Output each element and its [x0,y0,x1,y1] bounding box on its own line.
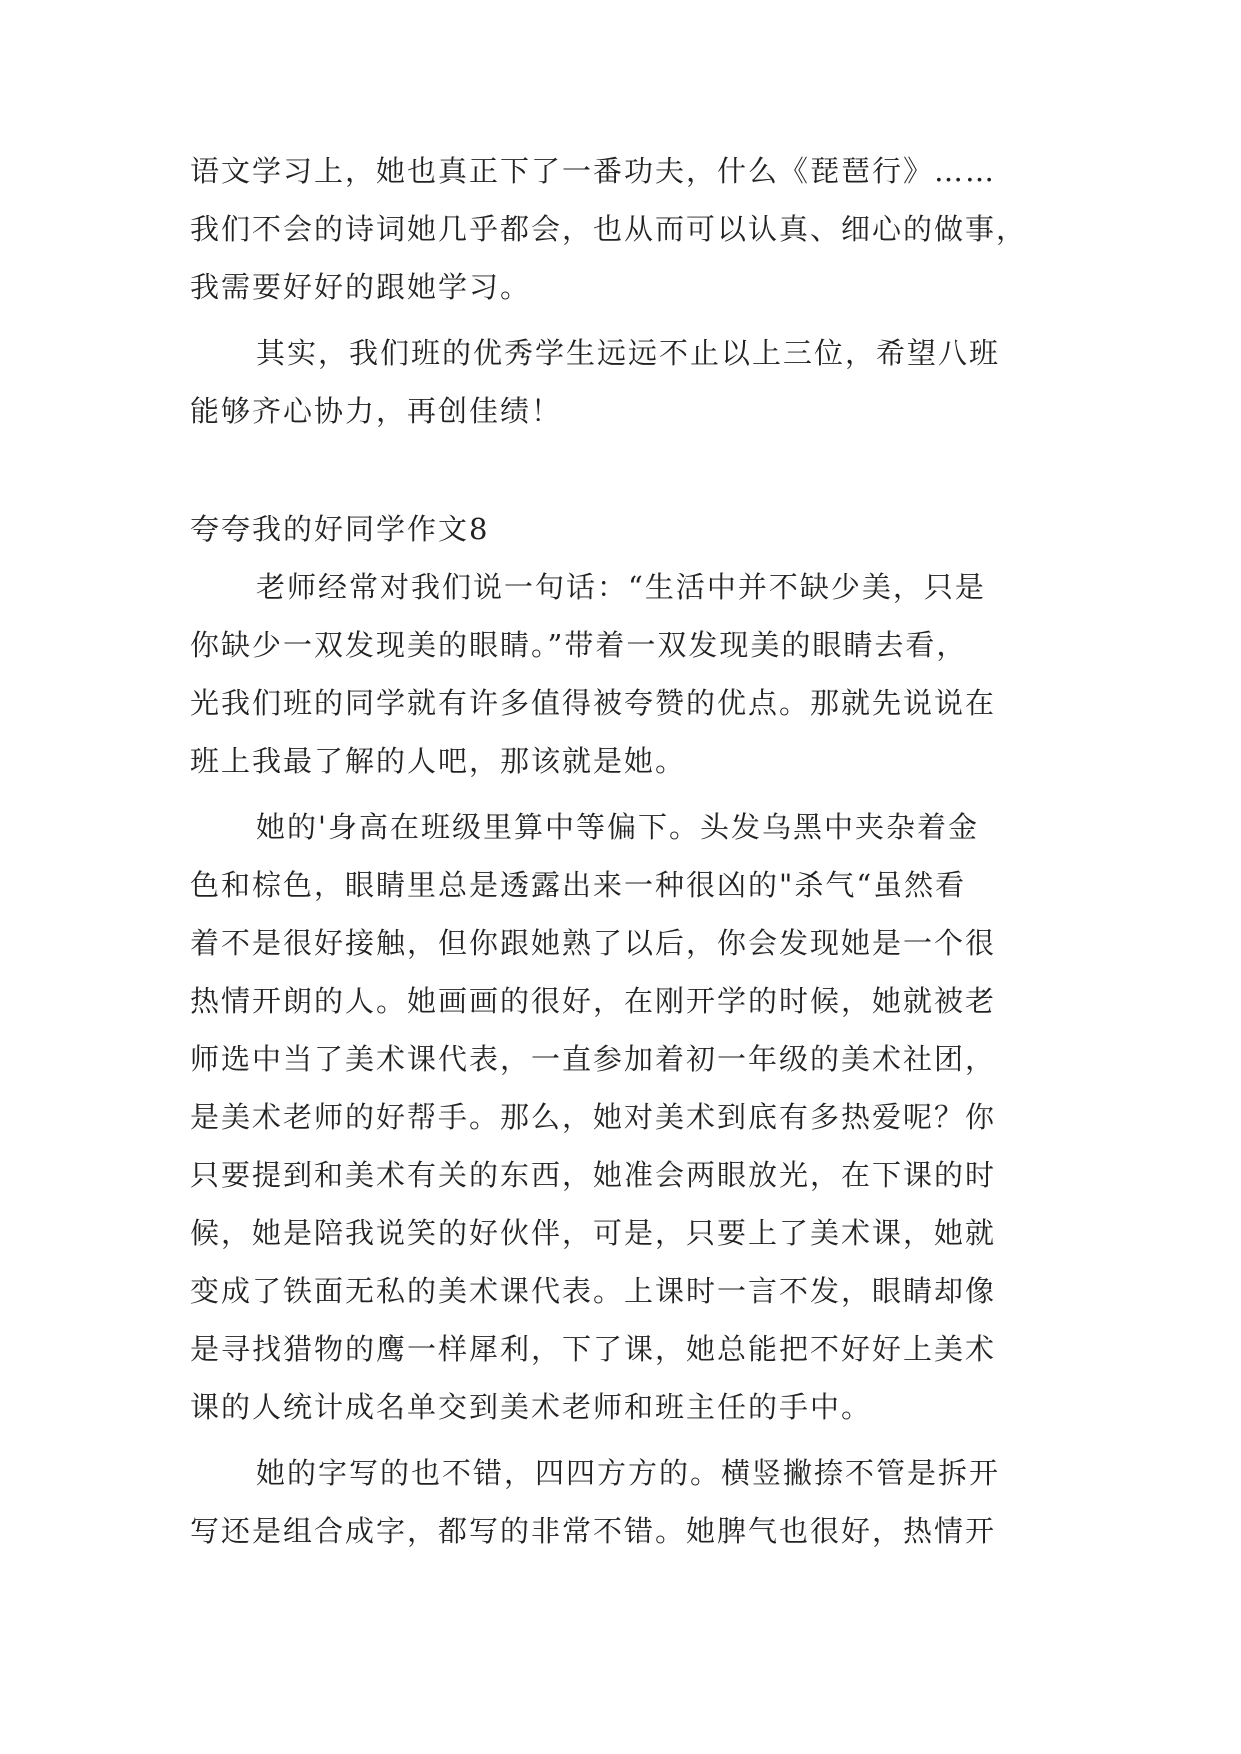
paragraph-3 [190,558,1052,790]
text-line: 她的'身高在班级里算中等偏下。头发乌黑中夹杂着金 [256,810,979,844]
text-line: 老师经常对我们说一句话：“生活中并不缺少美，只是 [256,570,986,604]
text-line: 师选中当了美术课代表，一直参加着初一年级的美术社团， [190,1042,997,1076]
paragraph-4 [190,798,1052,1436]
text-line: 是寻找猎物的鹰一样犀利，下了课，她总能把不好好上美术 [190,1332,997,1366]
text-line: 我需要好好的跟她学习。 [190,270,532,304]
text-line: 光我们班的同学就有许多值得被夸赞的优点。那就先说说在 [190,686,997,720]
text-line: 你缺少一双发现美的眼睛。”带着一双发现美的眼睛去看， [190,628,968,662]
text-line: 是美术老师的好帮手。那么，她对美术到底有多热爱呢？你 [190,1100,997,1134]
text-line: 班上我最了解的人吧，那该就是她。 [190,744,687,778]
paragraph-1 [190,142,1052,316]
text-line: 她的字写的也不错，四四方方的。横竖撇捺不管是拆开 [256,1456,1001,1490]
text-line: 只要提到和美术有关的东西，她准会两眼放光，在下课的时 [190,1158,997,1192]
text-line: 色和棕色，眼睛里总是透露出来一种很凶的"杀气“虽然看 [190,868,967,902]
text-line: 我们不会的诗词她几乎都会，也从而可以认真、细心的做事， [190,212,1028,246]
text-line: 能够齐心协力，再创佳绩！ [190,394,563,428]
text-line: 其实，我们班的优秀学生远远不止以上三位，希望八班 [256,336,1001,370]
paragraph-2 [190,324,1052,440]
text-line: 写还是组合成字，都写的非常不错。她脾气也很好，热情开 [190,1514,997,1548]
paragraph-5 [190,1444,1052,1560]
text-line: 变成了铁面无私的美术课代表。上课时一言不发，眼睛却像 [190,1274,997,1308]
text-line: 热情开朗的人。她画画的很好，在刚开学的时候，她就被老 [190,984,997,1018]
text-line: 候，她是陪我说笑的好伙伴，可是，只要上了美术课，她就 [190,1216,997,1250]
text-line: 语文学习上，她也真正下了一番功夫，什么《琵琶行》…… [190,154,997,188]
text-line: 课的人统计成名单交到美术老师和班主任的手中。 [190,1390,873,1424]
text-line: 着不是很好接触，但你跟她熟了以后，你会发现她是一个很 [190,926,997,960]
document-body [190,142,1052,1560]
section-heading: 夸夸我的好同学作文8 [190,512,490,546]
